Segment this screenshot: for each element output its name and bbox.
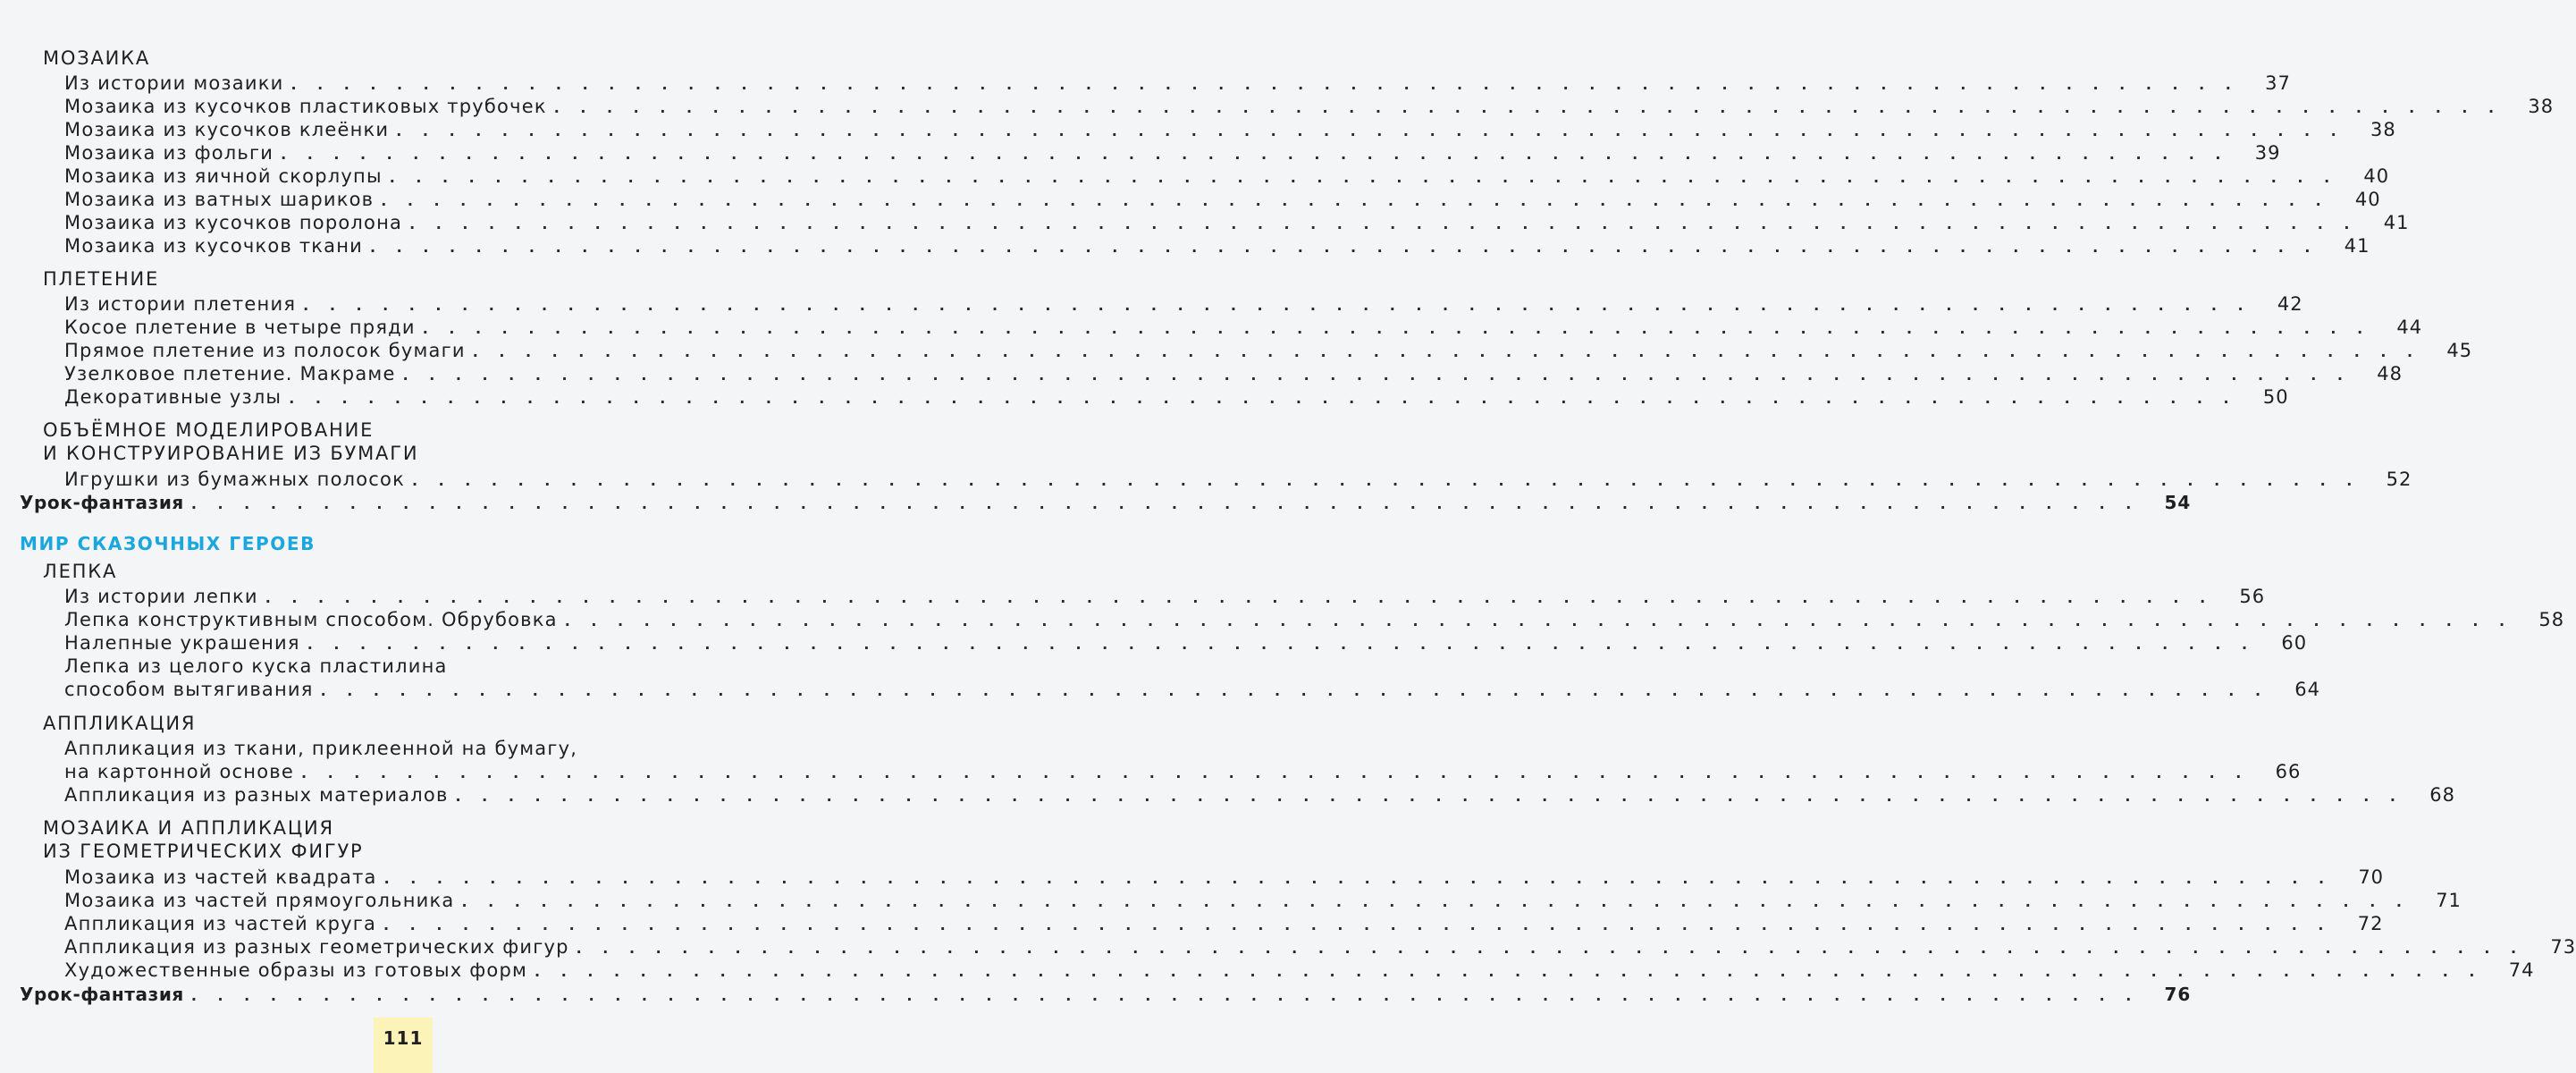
toc-entry: Игрушки из бумажных полосок . . . 52 [0, 468, 869, 493]
toc-entry: Из истории лепки . . . 56 [0, 585, 869, 610]
toc-entry: Мозаика из частей квадрата . . . 70 [0, 866, 869, 891]
toc-entry-line1: Лепка из целого куска пластилина [64, 655, 448, 677]
toc-entry: Мозаика из кусочков поролона . . . 41 [0, 211, 869, 236]
toc-entry: Декоративные узлы . . . 50 [0, 385, 869, 410]
page-number: 111 [374, 1018, 433, 1073]
toc-entry: Мозаика из ватных шариков . . . 40 [0, 188, 869, 213]
toc-entry-fantasy: Урок-фантазия . . . 76 [0, 983, 824, 1008]
toc-entry: Налепные украшения . . . 60 [0, 631, 869, 656]
toc-entry: Аппликация из разных геометрических фигур . . . 73 [0, 935, 869, 960]
toc-entry: Мозаика из частей прямоугольника . . . 71 [0, 889, 869, 914]
toc-entry: Из истории плетения . . . 42 [0, 292, 869, 317]
toc-entry-fantasy: Урок-фантазия . . . 54 [0, 491, 824, 516]
toc-entry: Художественные образы из готовых форм . . . 74 [0, 959, 869, 984]
toc-entry: Аппликация из частей круга . . . 72 [0, 912, 869, 937]
toc-entry-line1: Аппликация из ткани, приклеенной на бумагу, [64, 738, 578, 759]
toc-entry: Аппликация из разных материалов . . . 68 [0, 783, 869, 808]
section-title-geometry: МОЗАИКА И АППЛИКАЦИЯ [43, 817, 334, 839]
section-title-mosaic: МОЗАИКА [43, 47, 151, 69]
section-title-modeling: ОБЪЁМНОЕ МОДЕЛИРОВАНИЕ [43, 419, 375, 441]
section-title-sculpting: ЛЕПКА [43, 561, 118, 582]
toc-entry: Косое плетение в четыре пряди . . . 44 [0, 316, 869, 341]
toc-entry: на картонной основе . . . 66 [0, 760, 869, 785]
section-title-geometry-line2: ИЗ ГЕОМЕТРИЧЕСКИХ ФИГУР [43, 841, 364, 862]
toc-entry: Мозаика из кусочков пластиковых трубочек . . . 38 [0, 95, 869, 120]
toc-entry: Узелковое плетение. Макраме . . . 48 [0, 362, 869, 387]
section-title-weaving: ПЛЕТЕНИЕ [43, 268, 160, 290]
chapter-title: МИР СКАЗОЧНЫХ ГЕРОЕВ [20, 533, 316, 554]
toc-entry: Мозаика из фольги . . . 39 [0, 141, 869, 166]
toc-entry: Мозаика из кусочков клеёнки . . . 38 [0, 118, 869, 143]
section-title-applique: АППЛИКАЦИЯ [43, 713, 197, 734]
toc-entry: Мозаика из кусочков ткани . . . 41 [0, 234, 869, 259]
section-title-modeling-line2: И КОНСТРУИРОВАНИЕ ИЗ БУМАГИ [43, 443, 419, 464]
toc-entry: Мозаика из яичной скорлупы . . . 40 [0, 165, 869, 190]
toc-entry: Прямое плетение из полосок бумаги . . . 45 [0, 339, 869, 364]
toc-entry: Из истории мозаики . . . 37 [0, 72, 869, 97]
toc-entry: Лепка конструктивным способом. Обрубовка . . . 58 [0, 608, 869, 633]
toc-entry: способом вытягивания . . . 64 [0, 678, 869, 703]
